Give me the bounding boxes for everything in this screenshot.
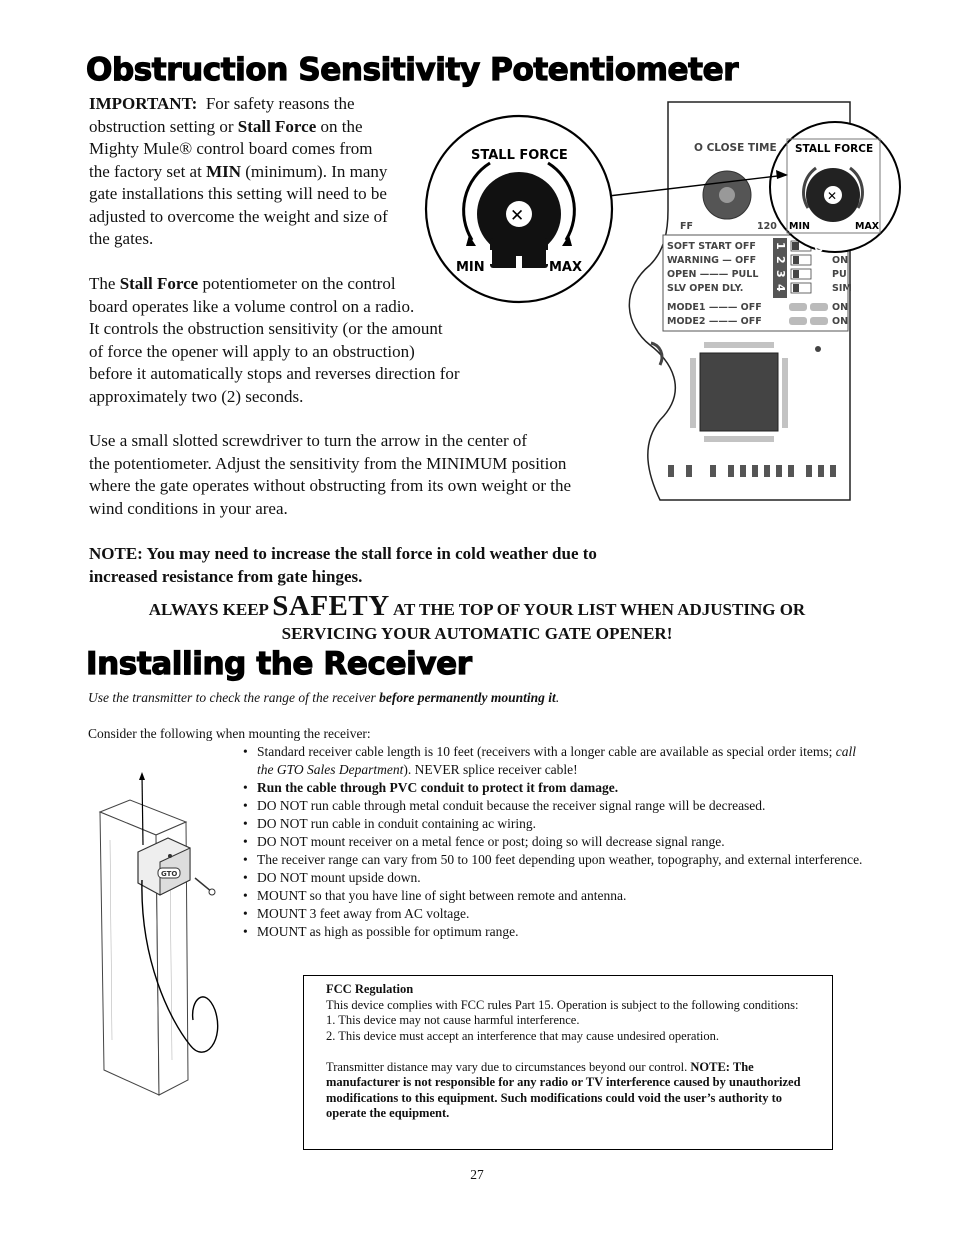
board-stall-force-label: STALL FORCE: [795, 143, 874, 155]
board-max-label: MAX: [855, 221, 880, 232]
receiver-logo: GTO: [161, 870, 178, 878]
receiver-intro: Use the transmitter to check the range of the receiver before permanently mounting it.: [88, 690, 560, 705]
svg-text:ON: ON: [832, 316, 849, 327]
list-item: • DO NOT run cable in conduit containing ac wiring.: [243, 815, 863, 833]
page-number: 27: [470, 1167, 484, 1182]
svg-text:ON: ON: [812, 243, 825, 262]
list-item: • Standard receiver cable length is 10 feet (receivers with a longer cable are available as special order items; call the GTO Sales Department). NEVER splice receiver cable!: [243, 743, 863, 779]
safety-banner: ALWAYS KEEP SAFETY AT THE TOP OF YOUR LIST WHEN ADJUSTING OR SERVICING YOUR AUTOMATIC GATE OPENER!: [148, 590, 806, 643]
list-item: • The receiver range can vary from 50 to 100 feet depending upon weather, topography, and external interference.: [243, 851, 863, 869]
svg-text:PU: PU: [832, 269, 847, 280]
svg-text:✕: ✕: [510, 206, 525, 226]
dip-label-warning: WARNING — OFF: [667, 255, 757, 266]
section-title-receiver: Installing the Receiver: [86, 646, 472, 682]
dip-label-soft-start: SOFT START OFF: [667, 241, 756, 252]
knob-min-label: MIN: [456, 260, 485, 275]
list-item: • MOUNT as high as possible for optimum range.: [243, 923, 863, 941]
potentiometer-diagram: [420, 100, 910, 505]
section-title-obstruction: Obstruction Sensitivity Potentiometer: [86, 52, 739, 88]
mode1-label: MODE1 ——— OFF: [667, 302, 762, 313]
screwdriver-paragraph: Use a small slotted screwdriver to turn the arrow in the center of the potentiometer. Adjust the sensitivity from the MINIMUM position where the gate operates without obstructing from its own weight or the wind conditions in your area.: [89, 431, 572, 518]
svg-text:SIM: SIM: [832, 283, 852, 294]
svg-text:2: 2: [774, 256, 787, 264]
list-item: • DO NOT mount receiver on a metal fence or post; doing so will decrease signal range.: [243, 833, 863, 851]
svg-text:ON: ON: [832, 255, 849, 266]
svg-text:✕: ✕: [827, 189, 838, 203]
consider-text: Consider the following when mounting the receiver:: [88, 726, 371, 741]
list-item: • MOUNT 3 feet away from AC voltage.: [243, 905, 863, 923]
cold-weather-note: NOTE: You may need to increase the stall force in cold weather due to increased resistance from gate hinges.: [89, 544, 597, 586]
list-item: • MOUNT so that you have line of sight between remote and antenna.: [243, 887, 863, 905]
important-paragraph: IMPORTANT: For safety reasons the obstruction setting or Stall Force on the Mighty Mule® control board comes from the factory set at MIN (minimum). In many gate installations this setting will need to be adjusted to overcome the weight and size of the gates.: [89, 94, 388, 248]
svg-text:ON: ON: [832, 302, 849, 313]
stall-force-paragraph: The Stall Force potentiometer on the control board operates like a volume control on a radio. It controls the obstruction sensitivity (or the amount of force the opener will apply to an obstruction) before it automatically stops and reverses direction for approximately two (2) seconds.: [89, 274, 460, 406]
dip-label-slv: SLV OPEN DLY.: [667, 283, 744, 294]
mode2-label: MODE2 ——— OFF: [667, 316, 762, 327]
knob-max-label: MAX: [549, 260, 583, 275]
receiver-post-illustration: [95, 770, 225, 1100]
svg-text:4: 4: [774, 284, 787, 292]
list-item: • DO NOT run cable through metal conduit because the receiver signal range will be decreased.: [243, 797, 863, 815]
fcc-regulation-box: FCC Regulation This device complies with FCC rules Part 15. Operation is subject to the following conditions: 1. This device may not cause harmful interference. 2. This device must accept an interference that may cause undesired operation. Transmitter distance may vary due to circumstances beyond our control. NOTE: The manufacturer is not responsible for any radio or TV interference caused by unauthorized modifications to this equipment. Such modifications could void the user’s authority to operate the equipment.: [303, 975, 833, 1150]
microcontroller-chip: [700, 353, 778, 431]
svg-text:3: 3: [774, 270, 787, 278]
mounting-guidelines-list: [243, 743, 863, 941]
knob-title: STALL FORCE: [471, 148, 568, 163]
list-item: • DO NOT mount upside down.: [243, 869, 863, 887]
svg-text:1: 1: [774, 242, 787, 250]
dip-label-open: OPEN ——— PULL: [667, 269, 759, 280]
board-min-label: MIN: [789, 221, 810, 232]
board-close-time-label: O CLOSE TIME: [694, 142, 777, 154]
list-item: • Run the cable through PVC conduit to protect it from damage.: [243, 779, 863, 797]
board-time-max-label: 120: [757, 221, 777, 232]
board-off-label: FF: [680, 221, 693, 232]
